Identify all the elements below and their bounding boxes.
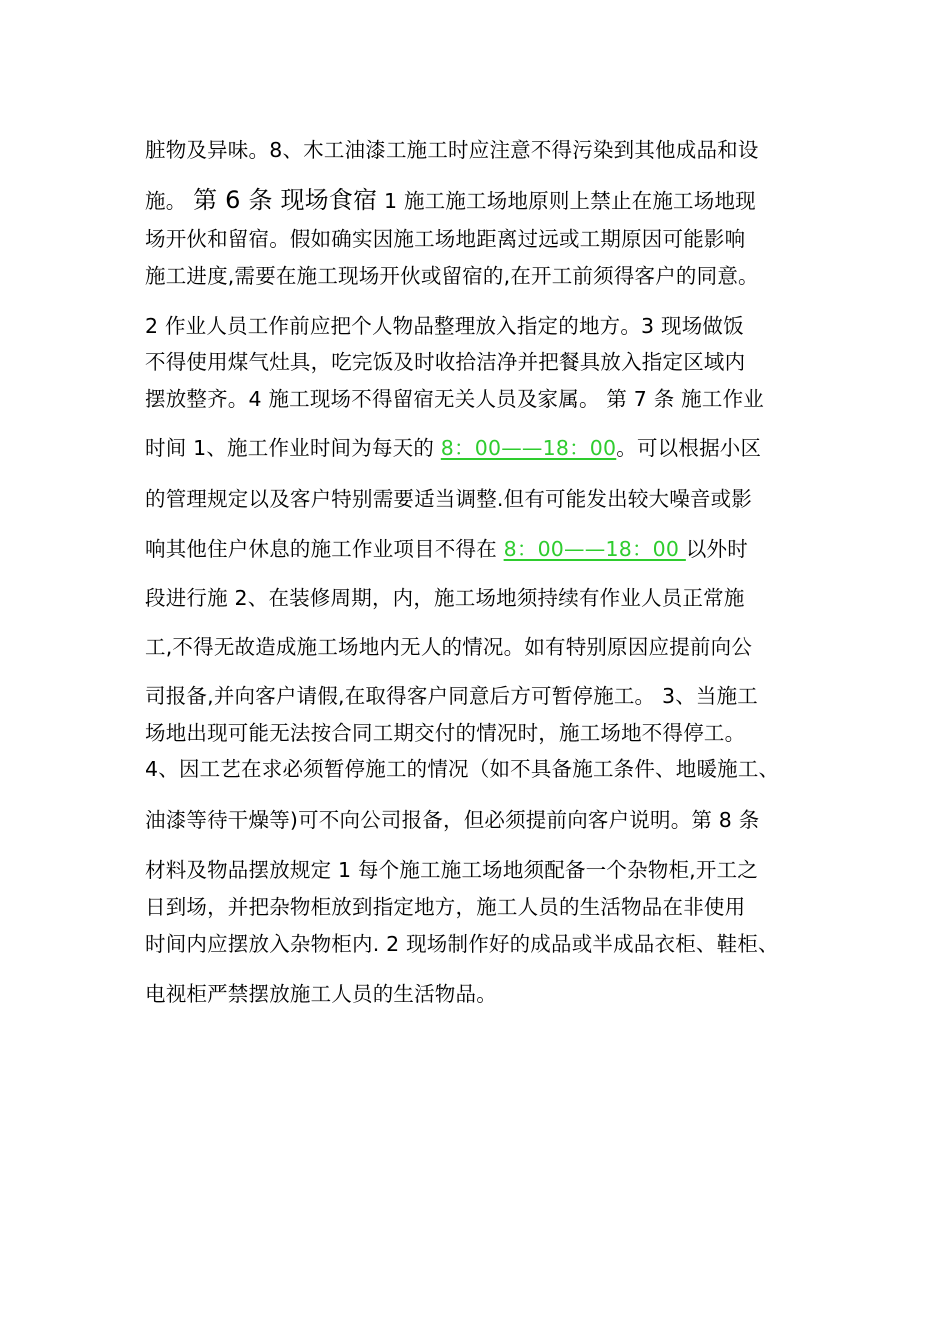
paragraph-line: 段进行施 2、在装修周期，内，施工场地须持续有作业人员正常施 xyxy=(145,586,745,610)
paragraph-line xyxy=(145,535,748,563)
work-hours-link[interactable]: 8：00——18：00 xyxy=(503,537,686,561)
paragraph-line: 油漆等待干燥等)可不向公司报备，但必须提前向客户说明。第 8 条 xyxy=(145,808,760,832)
paragraph-line: 材料及物品摆放规定 1 每个施工施工场地须配备一个杂物柜,开工之 xyxy=(145,858,758,882)
paragraph-line: 电视柜严禁摆放施工人员的生活物品。 xyxy=(145,982,497,1006)
paragraph-line xyxy=(145,186,756,215)
paragraph-line: 4、因工艺在求必须暂停施工的情况（如不具备施工条件、地暖施工、 xyxy=(145,757,780,781)
line-text: 时间 1、施工作业时间为每天的 xyxy=(145,436,441,460)
paragraph-line: 不得使用煤气灶具，吃完饭及时收拾洁净并把餐具放入指定区域内 xyxy=(145,350,746,374)
line-text: 以外时 xyxy=(685,537,748,561)
article-heading-6: 第 6 条 现场食宿 xyxy=(193,186,378,214)
line-text: 施。 xyxy=(145,189,194,213)
paragraph-line: 司报备,并向客户请假,在取得客户同意后方可暂停施工。 3、当施工 xyxy=(145,684,758,708)
paragraph-line: 施工进度,需要在施工现场开伙或留宿的,在开工前须得客户的同意。 xyxy=(145,264,759,288)
line-text: 响其他住户休息的施工作业项目不得在 xyxy=(145,537,504,561)
paragraph-line: 日到场，并把杂物柜放到指定地方，施工人员的生活物品在非使用 xyxy=(145,895,746,919)
paragraph-line: 场地出现可能无法按合同工期交付的情况时，施工场地不得停工。 xyxy=(145,721,746,745)
paragraph-line: 脏物及异味。8、木工油漆工施工时应注意不得污染到其他成品和设 xyxy=(145,138,759,162)
line-text: 1 施工施工场地原则上禁止在施工场地现 xyxy=(377,189,756,213)
paragraph-line: 工,不得无故造成施工场地内无人的情况。如有特别原因应提前向公 xyxy=(145,635,753,659)
paragraph-line: 的管理规定以及客户特别需要适当调整.但有可能发出较大噪音或影 xyxy=(145,487,753,511)
paragraph-line: 时间内应摆放入杂物柜内. 2 现场制作好的成品或半成品衣柜、鞋柜、 xyxy=(145,932,779,956)
paragraph-line: 场开伙和留宿。假如确实因施工场地距离过远或工期原因可能影响 xyxy=(145,227,746,251)
paragraph-line xyxy=(145,434,761,462)
paragraph-line: 摆放整齐。4 施工现场不得留宿无关人员及家属。 第 7 条 施工作业 xyxy=(145,387,764,411)
line-text: 。可以根据小区 xyxy=(616,436,762,460)
work-hours-link[interactable]: 8：00——18：00 xyxy=(440,436,617,460)
paragraph-line: 2 作业人员工作前应把个人物品整理放入指定的地方。3 现场做饭 xyxy=(145,314,744,338)
